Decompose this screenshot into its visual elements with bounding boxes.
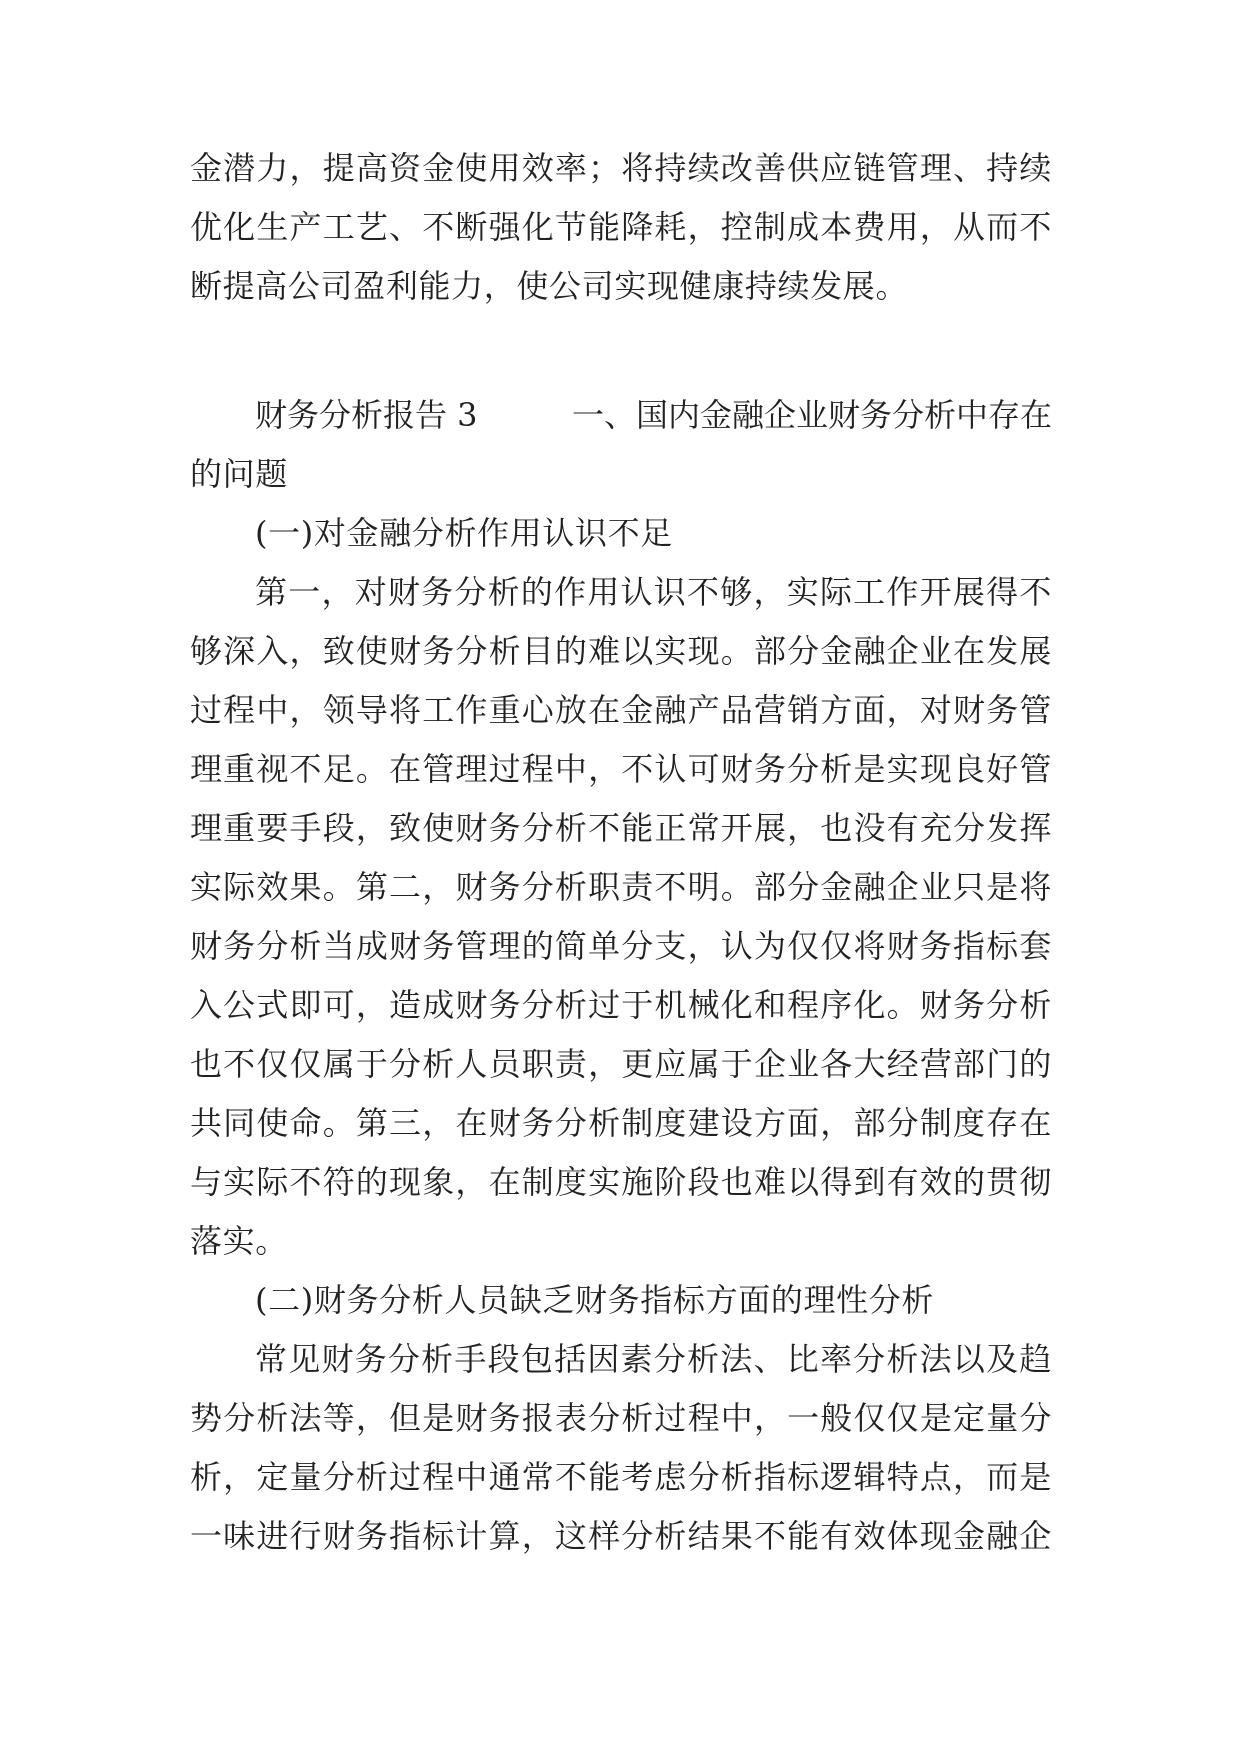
paragraph-line: 够深入，致使财务分析目的难以实现。部分金融企业在发展 bbox=[190, 632, 1052, 670]
paragraph-line: 财务分析当成财务管理的简单分支，认为仅仅将财务指标套 bbox=[190, 927, 1052, 965]
paragraph-line: 断提高公司盈利能力，使公司实现健康持续发展。 bbox=[190, 267, 909, 305]
paragraph-line: 常见财务分析手段包括因素分析法、比率分析法以及趋 bbox=[255, 1340, 1052, 1378]
paragraph-line: 入公式即可，造成财务分析过于机械化和程序化。财务分析 bbox=[190, 986, 1052, 1024]
paragraph-line: 过程中，领导将工作重心放在金融产品营销方面，对财务管 bbox=[190, 691, 1052, 729]
subsection-heading: (二)财务分析人员缺乏财务指标方面的理性分析 bbox=[255, 1281, 935, 1319]
paragraph-line: 金潜力，提高资金使用效率；将持续改善供应链管理、持续 bbox=[190, 149, 1052, 187]
paragraph-line: 势分析法等，但是财务报表分析过程中，一般仅仅是定量分 bbox=[190, 1399, 1052, 1437]
paragraph-line: 析，定量分析过程中通常不能考虑分析指标逻辑特点，而是 bbox=[190, 1458, 1052, 1496]
subsection-heading: (一)对金融分析作用认识不足 bbox=[255, 514, 673, 552]
paragraph-line: 一味进行财务指标计算，这样分析结果不能有效体现金融企 bbox=[190, 1517, 1052, 1555]
report-title: 财务分析报告 3 bbox=[255, 396, 478, 434]
paragraph-line: 理重视不足。在管理过程中，不认可财务分析是实现良好管 bbox=[190, 750, 1052, 788]
section-title-continued: 的问题 bbox=[190, 455, 288, 493]
paragraph-line: 理重要手段，致使财务分析不能正常开展，也没有充分发挥 bbox=[190, 809, 1052, 847]
section-title: 一、国内金融企业财务分析中存在 bbox=[572, 396, 1053, 434]
paragraph-line: 落实。 bbox=[190, 1222, 288, 1260]
paragraph-line: 第一，对财务分析的作用认识不够，实际工作开展得不 bbox=[255, 573, 1052, 611]
paragraph-line: 也不仅仅属于分析人员职责，更应属于企业各大经营部门的 bbox=[190, 1045, 1052, 1083]
paragraph-line: 实际效果。第二，财务分析职责不明。部分金融企业只是将 bbox=[190, 868, 1052, 906]
section-heading bbox=[255, 395, 1052, 435]
paragraph-line: 与实际不符的现象，在制度实施阶段也难以得到有效的贯彻 bbox=[190, 1163, 1052, 1201]
paragraph-line: 共同使命。第三，在财务分析制度建设方面，部分制度存在 bbox=[190, 1104, 1052, 1142]
paragraph-line: 优化生产工艺、不断强化节能降耗，控制成本费用，从而不 bbox=[190, 208, 1052, 246]
